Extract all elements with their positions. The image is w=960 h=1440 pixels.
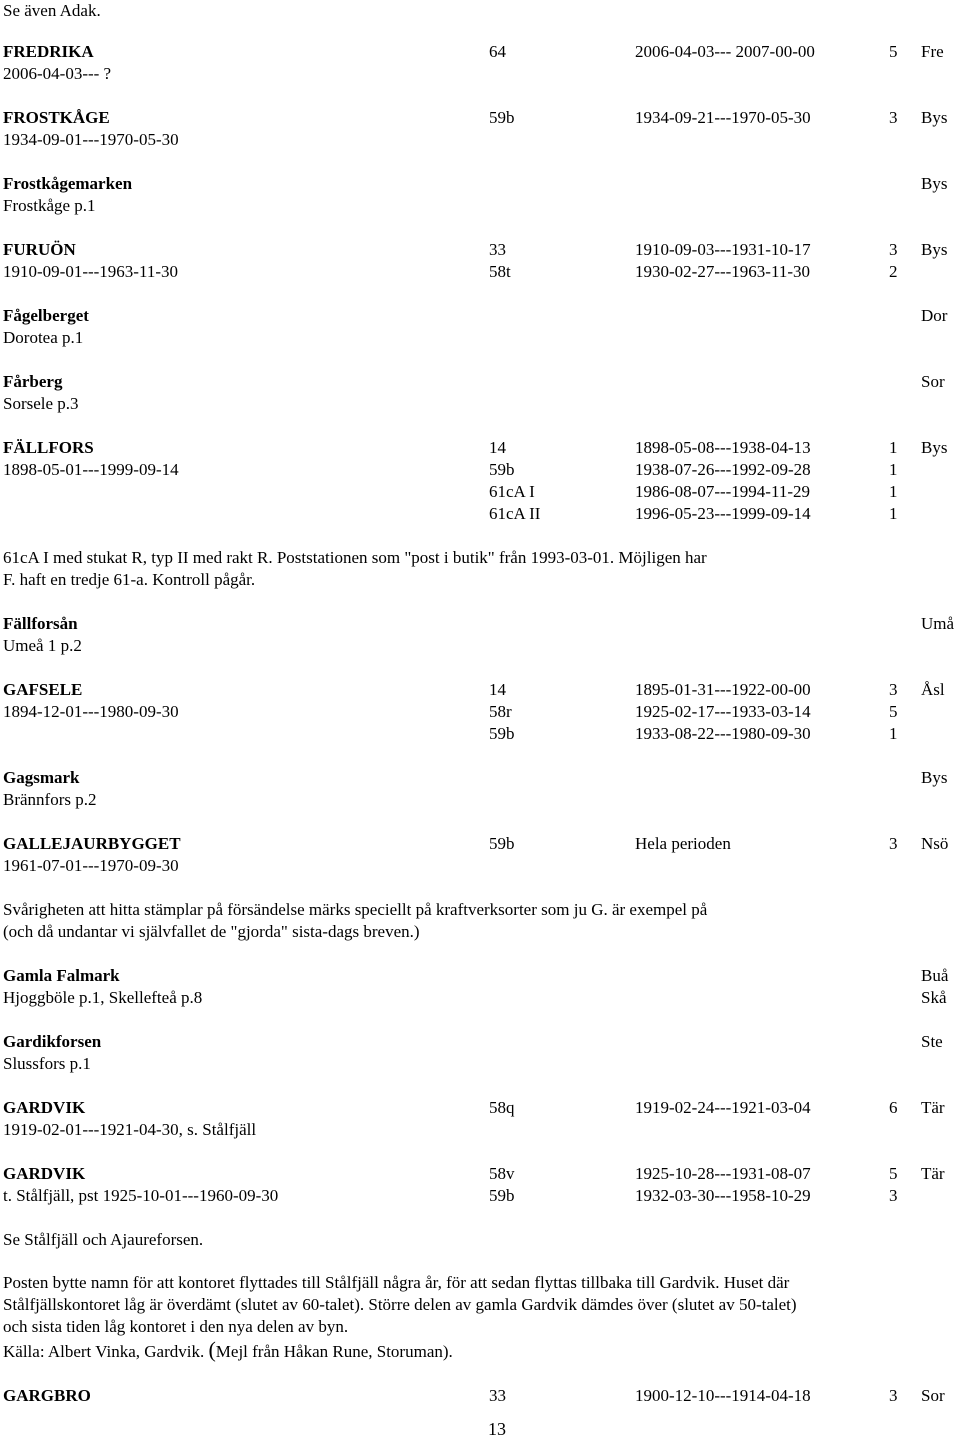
entry-code: 59b [489,724,515,743]
entry-name: FREDRIKA [3,42,94,61]
entry-number: 3 [889,240,898,259]
entry-code: 14 [489,680,506,699]
entry-area: Fre [921,42,944,61]
page-number: 13 [488,1419,506,1439]
entry-name: Gagsmark [3,768,80,787]
entry-area: Bys [921,768,948,787]
entry-name: Gamla Falmark [3,966,120,985]
entry-area: Bys [921,240,948,259]
entry-area: Tär [921,1098,945,1117]
entry-range: 1910-09-01---1963-11-30 [3,262,178,281]
entry-number: 5 [889,42,898,61]
entry-area: Tär [921,1164,945,1183]
source-paren: ( [208,1337,216,1362]
entry-note: och sista tiden låg kontoret i den nya delen av byn. [3,1317,349,1336]
entry-dates: 1925-10-28---1931-08-07 [635,1164,811,1183]
entry-name: Fällforsån [3,614,78,633]
entry-reference: Hjoggböle p.1, Skellefteå p.8 [3,988,203,1007]
entry-name: GALLEJAURBYGGET [3,834,181,853]
entry-number: 1 [889,482,898,501]
entry-area: Bys [921,438,948,457]
entry-code: 58t [489,262,511,281]
entry-area: Skå [921,988,947,1007]
entry-code: 33 [489,240,506,259]
entry-number: 1 [889,460,898,479]
entry-note: Svårigheten att hitta stämplar på försändelse märks speciellt på kraftverksorter som ju G. är exempel på [3,900,708,919]
entry-name: FURUÖN [3,240,76,259]
entry-reference: Umeå 1 p.2 [3,636,82,655]
entry-area: Bys [921,108,948,127]
entry-dates: 2006-04-03--- 2007-00-00 [635,42,815,61]
entry-code: 61cA I [489,482,535,501]
entry-reference: Slussfors p.1 [3,1054,91,1073]
entry-name: GARGBRO [3,1386,91,1405]
entry-name: GARDVIK [3,1098,86,1117]
entry-number: 5 [889,1164,898,1183]
entry-name: Frostkågemarken [3,174,133,193]
entry-reference: Frostkåge p.1 [3,196,96,215]
entry-area: Bys [921,174,948,193]
entry-code: 64 [489,42,506,61]
entry-number: 5 [889,702,898,721]
entry-range: 1894-12-01---1980-09-30 [3,702,179,721]
entry-code: 59b [489,1186,515,1205]
entry-name: FROSTKÅGE [3,108,110,127]
entry-area: Buå [921,966,949,985]
entry-dates: 1938-07-26---1992-09-28 [635,460,811,479]
entry-number: 1 [889,724,898,743]
entry-code: 59b [489,834,515,853]
entry-area: Nsö [921,834,949,853]
entry-name: Fårberg [3,372,63,391]
entry-range: 1898-05-01---1999-09-14 [3,460,179,479]
entry-number: 3 [889,1386,898,1405]
entry-area: Ste [921,1032,943,1051]
entry-code: 58q [489,1098,515,1117]
entry-reference: Brännfors p.2 [3,790,97,809]
entry-dates: 1932-03-30---1958-10-29 [635,1186,811,1205]
entry-number: 3 [889,680,898,699]
intro-text: Se även Adak. [3,1,101,20]
entry-code: 58r [489,702,512,721]
entry-number: 2 [889,262,898,281]
entry-note: Stålfjällskontoret låg är överdämt (slutet av 60-talet). Större delen av gamla Gardvik dämdes över (slutet av 50-talet) [3,1295,797,1314]
entry-dates: 1910-09-03---1931-10-17 [635,240,811,259]
entry-dates: 1900-12-10---1914-04-18 [635,1386,811,1405]
entry-dates: 1925-02-17---1933-03-14 [635,702,811,721]
entry-dates: Hela perioden [635,834,731,853]
entry-dates: 1895-01-31---1922-00-00 [635,680,811,699]
entry-number: 3 [889,1186,898,1205]
entry-dates: 1930-02-27---1963-11-30 [635,262,810,281]
entry-range: 2006-04-03--- ? [3,64,112,83]
entry-dates: 1919-02-24---1921-03-04 [635,1098,811,1117]
entry-number: 3 [889,834,898,853]
entry-dates: 1898-05-08---1938-04-13 [635,438,811,457]
entry-number: 6 [889,1098,898,1117]
entry-note: (och då undantar vi självfallet de "gjorda" sista-dags breven.) [3,922,420,941]
source-mail: Mejl från Håkan Rune, Storuman). [215,1342,453,1361]
entry-source [3,1339,453,1363]
entry-name: GAFSELE [3,680,83,699]
entry-reference: Dorotea p.1 [3,328,84,347]
entry-area: Sor [921,1386,945,1405]
entry-note: 61cA I med stukat R, typ II med rakt R. Poststationen som "post i butik" från 1993-03-01. Möjligen har [3,548,707,567]
entry-number: 1 [889,438,898,457]
entry-area: Umå [921,614,955,633]
entry-code: 33 [489,1386,506,1405]
entry-range: 1934-09-01---1970-05-30 [3,130,179,149]
entry-number: 3 [889,108,898,127]
entry-reference: Sorsele p.3 [3,394,79,413]
entry-name: GARDVIK [3,1164,86,1183]
entry-dates: 1996-05-23---1999-09-14 [635,504,811,523]
entry-area: Åsl [921,680,945,699]
entry-range: t. Stålfjäll, pst 1925-10-01---1960-09-30 [3,1186,279,1205]
entry-note: F. haft en tredje 61-a. Kontroll pågår. [3,570,256,589]
source-person: Källa: Albert Vinka, Gardvik. [3,1342,209,1361]
entry-area: Dor [921,306,948,325]
entry-name: Gardikforsen [3,1032,102,1051]
entry-code: 59b [489,108,515,127]
entry-see-also: Se Stålfjäll och Ajaureforsen. [3,1230,204,1249]
entry-code: 14 [489,438,506,457]
entry-code: 61cA II [489,504,541,523]
entry-dates: 1986-08-07---1994-11-29 [635,482,810,501]
entry-range: 1961-07-01---1970-09-30 [3,856,179,875]
entry-note: Posten bytte namn för att kontoret flyttades till Stålfjäll några år, för att sedan flyttas tillbaka till Gardvik. Huset där [3,1273,790,1292]
entry-area: Sor [921,372,945,391]
entry-dates: 1934-09-21---1970-05-30 [635,108,811,127]
entry-name: Fågelberget [3,306,89,325]
entry-number: 1 [889,504,898,523]
entry-range: 1919-02-01---1921-04-30, s. Stålfjäll [3,1120,257,1139]
entry-name: FÄLLFORS [3,438,94,457]
entry-code: 59b [489,460,515,479]
entry-code: 58v [489,1164,515,1183]
entry-dates: 1933-08-22---1980-09-30 [635,724,811,743]
